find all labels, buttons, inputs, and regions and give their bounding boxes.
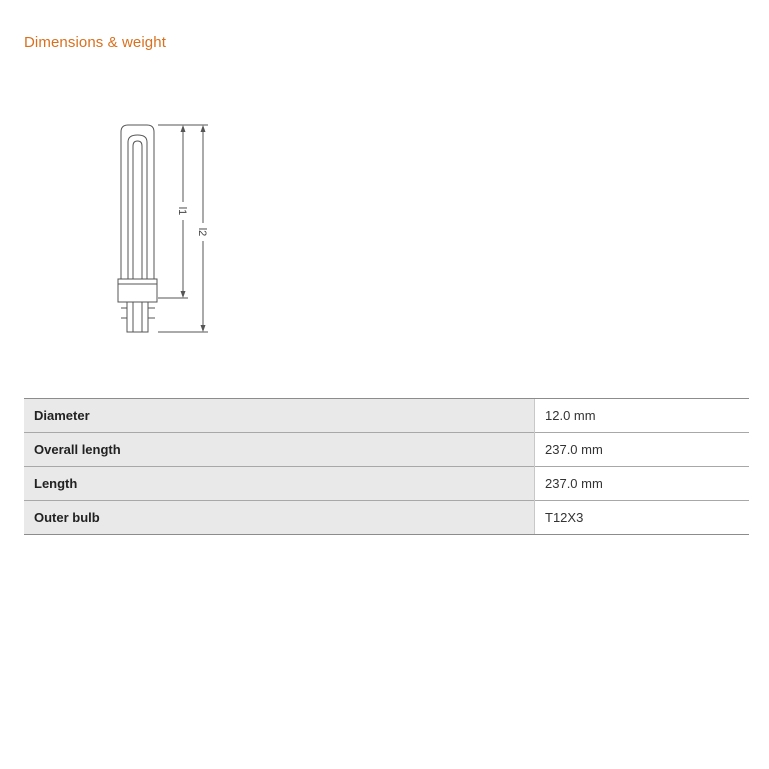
section-title: Dimensions & weight	[24, 34, 166, 51]
l1-label: l1	[176, 206, 188, 216]
lamp-base	[118, 279, 157, 302]
table-row	[24, 501, 749, 535]
spec-value: 12.0 mm	[535, 399, 750, 433]
l2-label: l2	[196, 227, 208, 237]
spec-label: Diameter	[24, 399, 535, 433]
table-row	[24, 467, 749, 501]
table-row	[24, 433, 749, 467]
table-row	[24, 399, 749, 433]
lamp-cap	[127, 302, 148, 332]
spec-label: Length	[24, 467, 535, 501]
dimensions-table	[24, 398, 749, 535]
spec-value: 237.0 mm	[535, 433, 750, 467]
spec-label: Overall length	[24, 433, 535, 467]
spec-value: 237.0 mm	[535, 467, 750, 501]
spec-label: Outer bulb	[24, 501, 535, 535]
lamp-tube-outline	[121, 125, 154, 279]
spec-value: T12X3	[535, 501, 750, 535]
lamp-dimension-drawing	[100, 118, 230, 348]
lamp-tube-inner	[128, 135, 147, 279]
